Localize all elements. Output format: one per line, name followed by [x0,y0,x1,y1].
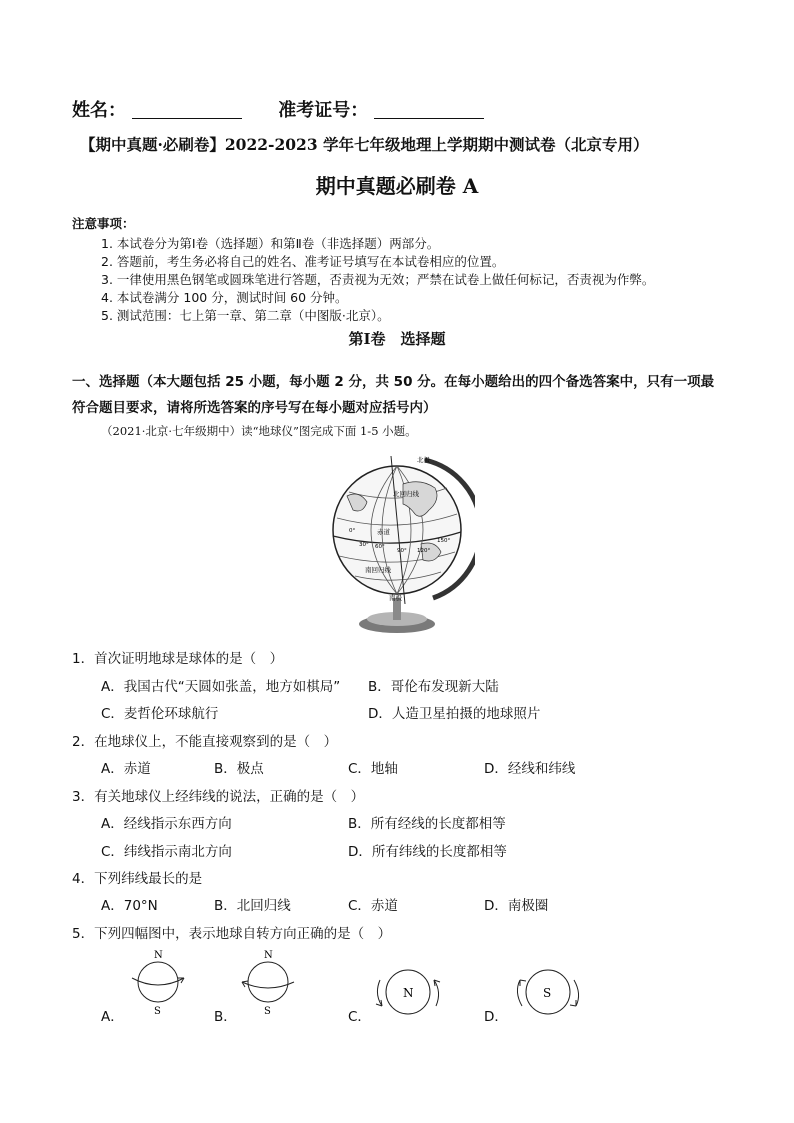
q5-option-b[interactable]: B． [214,1009,237,1025]
globe-label-150: 150° [437,538,451,544]
section-intro-line2: 符合题目要求，请将所选答案的序号写在每小题对应括号内） [72,400,437,416]
name-label: 姓名： [72,100,126,121]
globe-label-0: 0° [349,528,356,534]
name-blank[interactable] [132,100,242,119]
q2-option-b[interactable]: B．极点 [214,761,264,777]
q5-option-d[interactable]: D． [484,1009,508,1025]
q3-option-c[interactable]: C．纬线指示南北方向 [101,844,232,860]
notice-item: 2. 答题前，考生务必将自己的姓名、准考证号填写在本试卷相应的位置。 [101,254,505,269]
q5-option-a[interactable]: A． [101,1009,124,1025]
fig-d-south: S [543,986,552,1000]
rotation-figure-b [234,946,304,1018]
q1-option-c[interactable]: C．麦哲伦环球航行 [101,706,219,722]
section-title: 第Ⅰ卷 选择题 [348,330,446,348]
globe-label-30: 30° [359,542,369,548]
notice-heading: 注意事项： [72,216,135,231]
q4-option-b[interactable]: B．北回归线 [214,898,291,914]
q1-option-d[interactable]: D．人造卫星拍摄的地球照片 [368,706,541,722]
q3-option-b[interactable]: B．所有经线的长度都相等 [348,816,506,832]
globe-label-120: 120° [417,548,431,554]
globe-figure [325,448,475,640]
globe-label-north-pole: 北极 [417,456,430,464]
globe-label-equator: 赤道 [377,528,390,536]
fig-a-south: S [154,1006,161,1017]
question-2-stem: 2．在地球仪上，不能直接观察到的是（ ） [72,734,338,750]
notice-item: 3. 一律使用黑色钢笔或圆珠笔进行答题，否责视为无效；严禁在试卷上做任何标记，否责视为作弊。 [101,272,655,287]
q4-option-a[interactable]: A．70°N [101,898,158,914]
q4-option-c[interactable]: C．赤道 [348,898,398,914]
rotation-figure-a [124,946,194,1018]
globe-label-beihuigui: 北回归线 [393,490,419,498]
q3-option-d[interactable]: D．所有纬线的长度都相等 [348,844,507,860]
fig-a-north: N [154,950,163,961]
q5-option-c[interactable]: C． [348,1009,371,1025]
name-exam-line [72,96,484,122]
notice-item: 1. 本试卷分为第Ⅰ卷（选择题）和第Ⅱ卷（非选择题）两部分。 [101,236,440,251]
fig-c-north: N [403,986,414,1000]
notice-item: 5. 测试范围：七上第一章、第二章（中图版·北京）。 [101,308,390,323]
section-intro-line1: 一、选择题（本大题包括 25 小题，每小题 2 分，共 50 分。在每小题给出的四个备选答案中，只有一项最 [72,374,715,390]
globe-label-nanhuigui: 南回归线 [365,566,391,574]
q1-option-b[interactable]: B．哥伦布发现新大陆 [368,679,499,695]
globe-label-90: 90° [397,548,407,554]
fig-b-north: N [264,950,273,961]
question-4-stem: 4．下列纬线最长的是 [72,871,203,887]
exam-title: 期中真题必刷卷 A [315,174,479,198]
q1-option-a[interactable]: A．我国古代“天圆如张盖，地方如棋局” [101,679,341,695]
question-5-stem: 5．下列四幅图中，表示地球自转方向正确的是（ ） [72,926,392,942]
globe-label-60: 60° [375,544,385,550]
q2-option-a[interactable]: A．赤道 [101,761,151,777]
rotation-figure-c [372,960,444,1026]
globe-label-south-pole: 南极 [389,594,402,602]
exam-no-label: 准考证号： [278,100,369,121]
question-3-stem: 3．有关地球仪上经纬线的说法，正确的是（ ） [72,789,365,805]
q2-option-d[interactable]: D．经线和纬线 [484,761,576,777]
question-1-stem: 1．首次证明地球是球体的是（ ） [72,651,284,667]
q4-option-d[interactable]: D．南极圈 [484,898,549,914]
q3-option-a[interactable]: A．经线指示东西方向 [101,816,232,832]
fig-b-south: S [264,1006,271,1017]
q2-option-c[interactable]: C．地轴 [348,761,398,777]
question-source: （2021·北京·七年级期中）读“地球仪”图完成下面 1-5 小题。 [101,424,417,438]
notice-item: 4. 本试卷满分 100 分，测试时间 60 分钟。 [101,290,348,305]
rotation-figure-d [512,960,584,1026]
exam-subtitle: 【期中真题·必刷卷】2022-2023 学年七年级地理上学期期中测试卷（北京专用） [80,135,649,154]
exam-no-blank[interactable] [374,100,484,119]
